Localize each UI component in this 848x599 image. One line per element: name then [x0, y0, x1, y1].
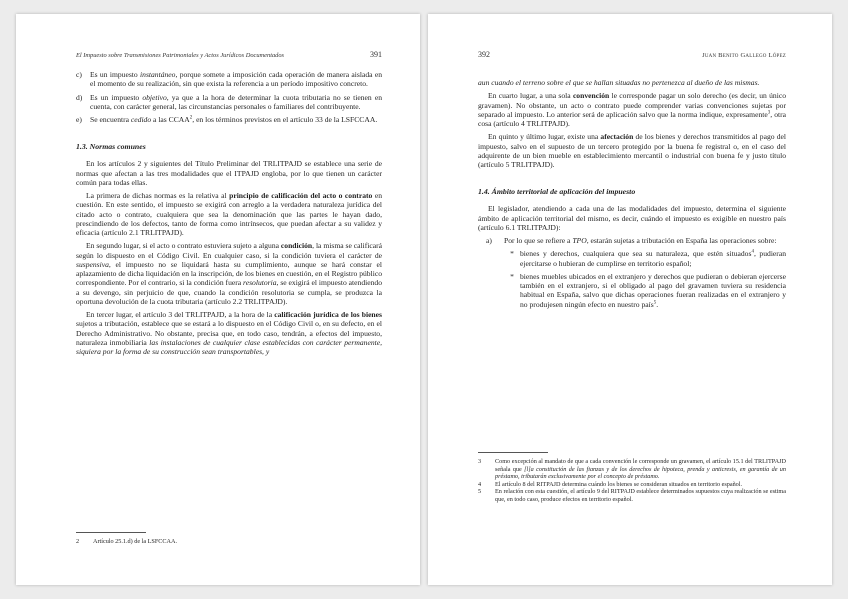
text-run: Como excepción al mandato de que a cada convención le corresponde un gravamen, el artículo 15.1 del TRLITPAJD señala que	[495, 458, 786, 473]
bullet-marker: *	[510, 271, 514, 281]
text-run: en cuestión. En este sentido, el impuesto se exigirá con arreglo a la verdadera naturaleza jurídica del citado acto o contrato, cualquiera que sea la denominación que las partes le hayan dado, prescindiendo de los defectos, tanto de forma como intrínsecos, que puedan afectar a su validez y eficacia (artículo 2.1 TRLITPAJD).	[76, 191, 382, 237]
right-page	[428, 14, 832, 585]
section-heading: 1.3. Normas comunes	[76, 142, 146, 152]
text-run: , otra cosa (artículo 4 TRLITPAJD).	[478, 109, 787, 128]
bullet-item	[504, 249, 786, 268]
text-run: En quinto y último lugar, existe una	[488, 132, 601, 142]
italic-term: [l]a constitución de las fianzas y de los derechos de hipoteca, prenda y anticresis, en garantía de un préstamo, tributarán exclusivamente por el concepto de préstamo	[495, 465, 786, 481]
running-title: El Impuesto sobre Transmisiones Patrimoniales y Actos Jurídicos Documentados	[76, 52, 285, 59]
paragraph: En los artículos 2 y siguientes del Título Preliminar del TRLITPAJD se establece una serie de normas que afectan a las tres modalidades que el ITPAJD engloba, por lo que tienen un carácter común para todas ellas.	[76, 159, 382, 187]
list-marker: e)	[76, 115, 82, 124]
footnote	[76, 538, 382, 546]
text-run: En relación con esta cuestión, el artículo 9 del RITPAJD establece determinados supuestos cuya realización se estima que, en todo caso, produce efectos en territorio español.	[495, 488, 786, 503]
text-run: , porque somete a imposición cada operación de manera aislada en el momento de su realización, sin que exista la referencia a un período impositivo concreto.	[90, 70, 382, 89]
footnotes	[478, 458, 786, 504]
footnote-number: 4	[478, 480, 482, 488]
page-number: 391	[370, 50, 382, 59]
list-item-e	[76, 115, 382, 124]
bold-term: convención	[572, 91, 610, 101]
italic-term: resolutoria	[243, 278, 277, 288]
footnote-ref[interactable]: 3	[767, 110, 771, 116]
text-run: Es un impuesto	[90, 92, 143, 102]
bold-term: calificación jurídica de los bienes	[274, 310, 382, 319]
text-run: , el impuesto no se liquidará hasta su cumplimiento, aunque se hará constar el aplazamiento de dicha liquidación en la inscripción, de los bienes en cuestión, en el Registro público correspondiente. Por el contrario, si la condición fuera	[76, 259, 382, 288]
page-number: 392	[478, 50, 490, 59]
text-run: sujetos a tributación, establece que se estará a lo dispuesto en el Código Civil o, en su defecto, en el Derecho Administrativo. No obstante, precisa que, en todo caso, tendrán, a efectos del impuesto, naturaleza inmobiliaria	[76, 319, 382, 347]
footnote-text: Artículo 25.1.d) de la LSFCCAA.	[93, 538, 178, 545]
bullet-marker: *	[510, 249, 514, 259]
text-run: , ya que a la hora de determinar la cuota tributaria no se tienen en cuenta, con carácter general, las circunstancias personales o familiares del contribuyente.	[90, 92, 382, 111]
footnote-ref[interactable]: 2	[189, 115, 193, 121]
text-run: Es un impuesto	[90, 70, 141, 79]
bold-term: afectación	[600, 132, 634, 142]
bullet-text	[520, 249, 786, 268]
footnote	[478, 481, 786, 489]
list-text	[90, 115, 382, 124]
text-run: le corresponde pagar un solo derecho (es decir, un único gravamen). No obstante, un acto o contrato puede comprender varias convenciones sujetas por separado al impuesto. Lo anterior será de aplicación salvo que la norma indique, expresamente	[478, 91, 786, 119]
running-head	[478, 50, 786, 59]
bullet-text	[520, 272, 786, 309]
list-text	[504, 236, 786, 245]
text-run: bienes y derechos, cualquiera que sea su naturaleza, que estén situados	[520, 249, 752, 259]
footnote-ref[interactable]: 4	[751, 249, 754, 255]
running-author: Juan Benito Gallego López	[702, 52, 786, 59]
footnote-ref[interactable]: 5	[653, 299, 657, 305]
text-run: El artículo 8 del RITPAJD determina cuándo los bienes se consideran situados en territorio español.	[495, 480, 743, 488]
list-item-d	[76, 93, 382, 112]
footnote-rule	[478, 452, 548, 453]
list-item-c	[76, 70, 382, 89]
text-run: a las CCAA	[151, 115, 190, 124]
paragraph	[76, 191, 382, 237]
footnote-text	[495, 481, 786, 489]
text-run: En cuarto lugar, a una sola	[488, 91, 573, 101]
bold-term: condición	[280, 241, 313, 251]
bullet-item	[504, 272, 786, 309]
right-page-body	[478, 78, 786, 309]
text-run: , la misma se calificará según lo dispuesto en el Código Civil. En cualquier caso, si la condición tuviera el carácter de	[76, 241, 382, 260]
footnotes	[76, 538, 382, 546]
footnote	[478, 488, 786, 503]
italic-term: cedido	[130, 115, 152, 124]
footnote-text	[495, 458, 786, 481]
italic-term: TPO	[572, 236, 587, 245]
footnote-rule	[76, 532, 146, 533]
footnote-number: 2	[76, 538, 80, 545]
bold-term: principio de calificación del acto o contrato	[229, 191, 373, 200]
text-run: En tercer lugar, el artículo 3 del TRLITPAJD, a la hora de la	[86, 310, 275, 319]
footnote-number: 5	[478, 488, 482, 496]
list-marker: d)	[76, 92, 83, 102]
paragraph	[76, 241, 382, 306]
list-marker: c)	[76, 70, 82, 79]
carry-over-text: aun cuando el terreno sobre el que se hallan situadas no pertenezca al dueño de las mismas.	[478, 78, 760, 87]
text-run: , se exigirá el impuesto atendiendo a su devengo, sin perjuicio de que, cuando la condición resolutoria se cumpla, se produzca la oportuna devolución de la cuota tributaria (artículo 2.2 TRLITPAJD).	[76, 278, 382, 306]
italic-term: objetivo	[142, 92, 167, 102]
left-page-body	[76, 70, 382, 356]
text-run: En segundo lugar, si el acto o contrato estuviera sujeto a alguna	[86, 241, 281, 251]
text-run: Se encuentra	[90, 115, 131, 124]
list-item-a	[478, 236, 786, 245]
running-head	[76, 50, 382, 59]
italic-term: las instalaciones de cualquier clase establecidas con carácter permanente, siquiera por la forma de su construcción sean transportables, y	[76, 337, 382, 356]
paragraph	[478, 132, 786, 169]
text-run: , en los términos previstos en el artículo 33 de la LSFCCAA.	[192, 115, 378, 124]
text-run: , pudieran ejercitarse o hubieran de cumplirse en territorio español;	[520, 249, 786, 268]
paragraph: El legislador, atendiendo a cada una de las modalidades del impuesto, determina el siguiente ámbito de aplicación territorial del mismo, es decir, cuándo el impuesto es exigible en nuestro país (artículo 6.1 TRLITPAJD):	[478, 204, 786, 232]
left-page	[16, 14, 420, 585]
text-run: , estarán sujetas a tributación en España las operaciones sobre:	[586, 236, 777, 245]
italic-term: suspensiva	[76, 259, 109, 269]
text-run: Por lo que se refiere a	[504, 236, 573, 245]
text-run: de los bienes y derechos transmitidos al pago del impuesto, salvo en el supuesto de un tercero protegido por la buena fe registral o, en el caso del adquirente de un bien mueble en establecimiento mercantil o industrial con buena fe y justo título (artículo 5 TRLITPAJD).	[478, 132, 786, 169]
paragraph	[478, 91, 786, 128]
text-run: La primera de dichas normas es la relativa al	[86, 191, 230, 200]
footnote	[478, 458, 786, 481]
paragraph	[76, 310, 382, 356]
footnote-text	[495, 488, 786, 503]
footnote-number: 3	[478, 458, 482, 465]
text-run: .	[656, 299, 659, 309]
text-run: bienes muebles ubicados en el extranjero y derechos que pudieran o debieran ejercerse también en el extranjero, si el obligado al pago del gravamen tuviera su residencia habitual en España, salvo que dichas operaciones fueran realizadas en el extranjero y no produjesen ningún efecto en nuestro país	[520, 271, 786, 309]
list-text	[90, 93, 382, 112]
list-text	[90, 70, 382, 89]
list-marker: a)	[486, 236, 492, 245]
text-run: .	[657, 473, 660, 481]
italic-term: instantáneo	[140, 70, 176, 79]
section-heading: 1.4. Ámbito territorial de aplicación del impuesto	[478, 187, 636, 197]
